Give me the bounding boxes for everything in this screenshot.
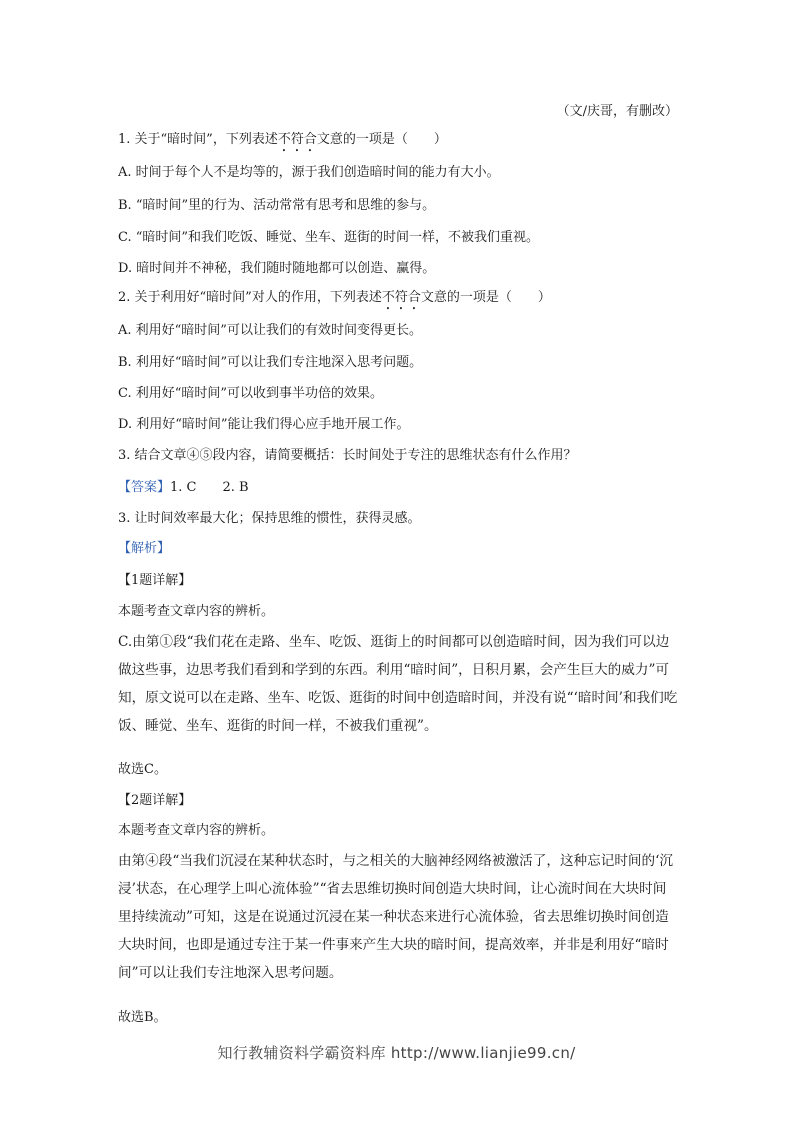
- section-1-body: C.由第①段“我们花在走路、坐车、吃饭、逛街上的时间都可以创造暗时间，因为我们可以边做这些事，边思考我们看到和学到的东西。利用“暗时间”，日积月累，会产生巨大的威力”可知，原文说可以在走路、坐车、吃饭、逛街的时间中创造暗时间，并没有说“‘暗时间’和我们吃饭、睡觉、坐车、逛街的时间一样，不被我们重视”。: [118, 634, 678, 734]
- q1-stem-pre: 1. 关于“暗时间”，下列表述: [118, 132, 278, 147]
- q1-stem-post: 文意的一项是（ ）: [316, 132, 447, 147]
- section-2-body: 由第④段“当我们沉浸在某种状态时，与之相关的大脑神经网络被激活了，这种忘记时间的‘沉浸’状态，在心理学上叫心流体验”“省去思维切换时间创造大块时间，让心流时间在大块时间里持续流动”可知，这是在说通过沉浸在某一种状态来进行心流体验，省去思维切换时间创造大块时间，也即是通过专注于某一件事来产生大块的暗时间，提高效率，并非是利用好“暗时间”可以让我们专注地深入思考问题。: [118, 853, 674, 981]
- footer-watermark: 知行教辅资料学霸资料库 http://www.lianjie99.cn/: [217, 1044, 576, 1062]
- q2-option-d: D. 利用好“暗时间”能让我们得心应手地开展工作。: [118, 417, 410, 432]
- q2-stem-pre: 2. 关于利用好“暗时间”对人的作用，下列表述: [118, 290, 382, 305]
- section-2-title: 【2题详解】: [118, 793, 192, 808]
- q1-option-b: B. “暗时间”里的行为、活动常常有思考和思维的参与。: [118, 198, 436, 213]
- answer-line-2: 3. 让时间效率最大化；保持思维的惯性，获得灵感。: [118, 511, 421, 526]
- section-1-intro: 本题考查文章内容的辨析。: [118, 604, 275, 619]
- question-2-stem: [118, 289, 678, 313]
- q2-stem-emphasis: 不符合: [381, 290, 421, 305]
- question-3-stem: 3. 结合文章④⑤段内容，请简要概括：长时间处于专注的思维状态有什么作用？: [118, 448, 577, 463]
- section-1-title: 【1题详解】: [118, 573, 192, 588]
- question-1-stem: [118, 131, 678, 155]
- q1-option-a: A. 时间于每个人不是均等的，源于我们创造暗时间的能力有大小。: [118, 165, 500, 180]
- answer-tag: 【答案】: [118, 480, 171, 495]
- analysis-tag: 【解析】: [118, 541, 171, 556]
- source-note: （文/庆哥，有删改）: [556, 104, 678, 119]
- q1-option-c: C. “暗时间”和我们吃饭、睡觉、坐车、逛街的时间一样，不被我们重视。: [118, 230, 540, 245]
- q1-stem-emphasis: 不符合: [277, 132, 317, 147]
- q2-stem-post: 文意的一项是（ ）: [420, 290, 551, 305]
- q2-option-a: A. 利用好“暗时间”可以让我们的有效时间变得更长。: [118, 323, 422, 338]
- answer-text: 1. C 2. B: [170, 480, 249, 495]
- q1-option-d: D. 暗时间并不神秘，我们随时随地都可以创造、赢得。: [118, 261, 436, 276]
- section-2-conclusion: 故选B。: [118, 1010, 167, 1025]
- q2-option-c: C. 利用好“暗时间”可以收到事半功倍的效果。: [118, 386, 384, 401]
- section-2-intro: 本题考查文章内容的辨析。: [118, 823, 275, 838]
- q2-option-b: B. 利用好“暗时间”可以让我们专注地深入思考问题。: [118, 355, 423, 370]
- answer-line: [118, 479, 678, 497]
- section-1-conclusion: 故选C。: [118, 762, 167, 777]
